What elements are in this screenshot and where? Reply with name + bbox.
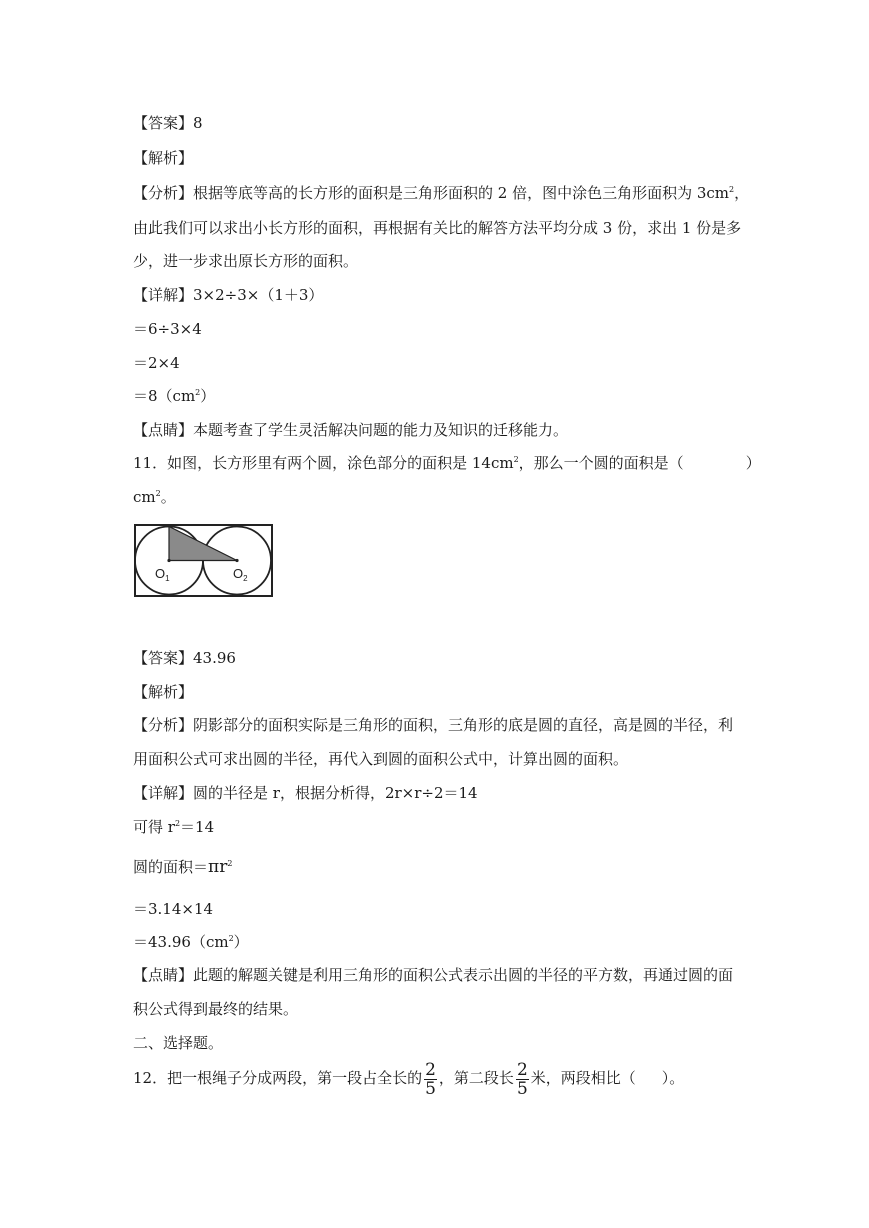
label-o1: $O_1$	[155, 566, 170, 583]
solution-step: ＝2×4	[133, 354, 180, 372]
center-point-o1	[167, 559, 170, 562]
solution-step: 可得 $r^2=14$	[133, 818, 215, 836]
analysis-title: 【解析】	[133, 149, 194, 167]
fraction: $\frac{2}{5}$	[425, 1059, 436, 1099]
rectangle-two-circles-diagram	[133, 523, 275, 599]
solution-line: 【详解】圆的半径是 r，根据分析得，2r×r÷2＝14	[133, 784, 478, 802]
area-formula: 圆的面积$=\pi r^2$	[133, 857, 233, 877]
analysis-text: 【分析】阴影部分的面积实际是三角形的面积，三角形的底是圆的直径，高是圆的半径，利	[133, 716, 734, 734]
section-heading: 二、选择题。	[133, 1034, 224, 1052]
center-point-o2	[235, 559, 238, 562]
fraction: $\frac{2}{5}$	[516, 1059, 528, 1099]
answer-line: 【答案】8	[133, 114, 203, 132]
label-o2: $O_2$	[233, 566, 248, 583]
comment-line: 【点睛】此题的解题关键是利用三角形的面积公式表示出圆的半径的平方数，再通过圆的面	[133, 966, 734, 984]
shaded-triangle	[169, 527, 237, 561]
comment-line: 【点睛】本题考查了学生灵活解决问题的能力及知识的迁移能力。	[133, 421, 569, 439]
solution-step: ＝3.14×14	[133, 900, 214, 918]
solution-line: 【详解】3×2÷3×（1＋3）	[133, 286, 324, 304]
comment-line: 积公式得到最终的结果。	[133, 1000, 299, 1018]
analysis-text: 少，进一步求出原长方形的面积。	[133, 252, 359, 270]
question-stem: 11．如图，长方形里有两个圆，涂色部分的面积是 $14cm^2$，那么一个圆的面积是（ ）	[133, 454, 761, 472]
solution-step: ＝6÷3×4	[133, 320, 202, 338]
solution-step: $=8(cm^2)$	[133, 387, 216, 405]
answer-line: 【答案】43.96	[133, 649, 236, 667]
question-stem: 12．把一根绳子分成两段，第一段占全长的 $\frac{2}{5}$ ，第二段长 $\frac{2}{5}$ 米，两段相比（ ）。	[133, 1059, 685, 1099]
analysis-text: 由此我们可以求出小长方形的面积，再根据有关比的解答方法平均分成 3 份，求出 1 份是多	[133, 219, 742, 237]
question-stem: $cm^2$。	[133, 488, 176, 506]
geometry-figure	[133, 523, 275, 599]
analysis-text: 用面积公式可求出圆的半径，再代入到圆的面积公式中，计算出圆的面积。	[133, 750, 629, 768]
analysis-title: 【解析】	[133, 683, 194, 701]
solution-step: $=43.96(cm^2)$	[133, 933, 249, 951]
analysis-text: 【分析】根据等底等高的长方形的面积是三角形面积的 2 倍，图中涂色三角形面积为 $3cm^2$，	[133, 184, 750, 202]
